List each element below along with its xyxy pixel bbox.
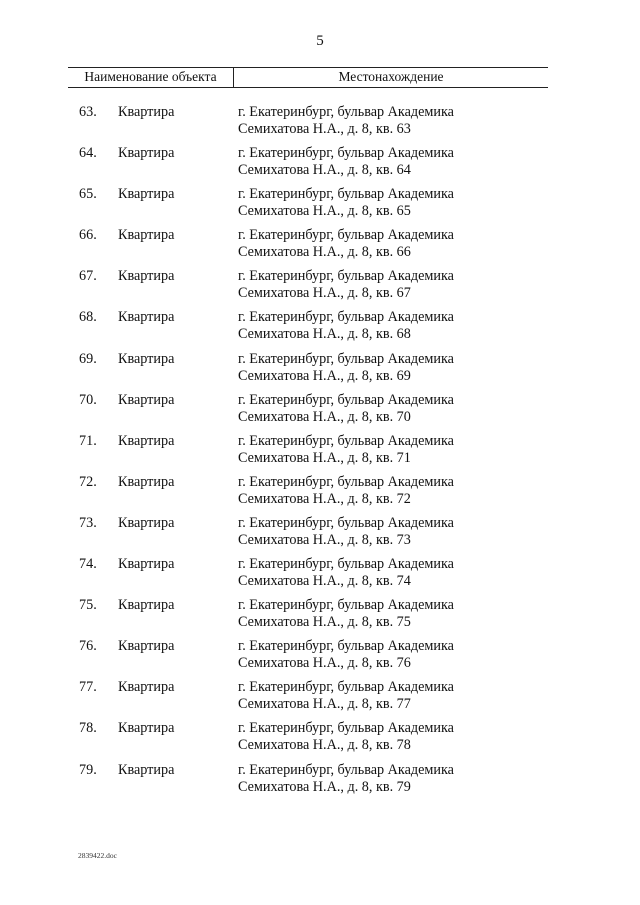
address-line-2: Семихатова Н.А., д. 8, кв. 71 — [238, 449, 411, 466]
address-line-2: Семихатова Н.А., д. 8, кв. 79 — [238, 778, 411, 795]
header-location: Местонахождение — [338, 69, 444, 84]
address-line-1: г. Екатеринбург, бульвар Академика — [238, 268, 454, 285]
address-line-1: г. Екатеринбург, бульвар Академика — [238, 761, 454, 778]
address-line-2: Семихатова Н.А., д. 8, кв. 68 — [238, 326, 411, 343]
row-number: 73. — [79, 514, 97, 531]
table-row — [0, 186, 640, 227]
object-type: Квартира — [118, 227, 175, 244]
address-line-1: г. Екатеринбург, бульвар Академика — [238, 556, 454, 573]
row-number: 78. — [79, 720, 97, 737]
address-line-2: Семихатова Н.А., д. 8, кв. 65 — [238, 203, 411, 220]
row-number: 69. — [79, 350, 97, 367]
object-type: Квартира — [118, 391, 175, 408]
address-line-2: Семихатова Н.А., д. 8, кв. 69 — [238, 367, 411, 384]
object-type: Квартира — [118, 638, 175, 655]
object-address — [238, 392, 568, 426]
address-line-2: Семихатова Н.А., д. 8, кв. 73 — [238, 531, 411, 548]
object-type: Квартира — [118, 473, 175, 490]
row-number: 75. — [79, 597, 97, 614]
table-row — [0, 638, 640, 679]
table-row — [0, 392, 640, 433]
row-number: 76. — [79, 638, 97, 655]
row-number: 77. — [79, 679, 97, 696]
address-line-1: г. Екатеринбург, бульвар Академика — [238, 638, 454, 655]
address-line-1: г. Екатеринбург, бульвар Академика — [238, 350, 454, 367]
address-line-2: Семихатова Н.А., д. 8, кв. 78 — [238, 737, 411, 754]
table-row — [0, 268, 640, 309]
row-number: 64. — [79, 145, 97, 162]
row-number: 79. — [79, 761, 97, 778]
row-number: 67. — [79, 268, 97, 285]
page-number: 5 — [316, 33, 324, 49]
address-line-1: г. Екатеринбург, бульвар Академика — [238, 104, 454, 120]
address-line-2: Семихатова Н.А., д. 8, кв. 63 — [238, 121, 411, 137]
table-row — [0, 515, 640, 556]
object-type: Квартира — [118, 309, 175, 326]
row-number: 74. — [79, 556, 97, 573]
address-line-1: г. Екатеринбург, бульвар Академика — [238, 145, 454, 162]
row-number: 70. — [79, 391, 97, 408]
object-address — [238, 720, 568, 754]
address-line-2: Семихатова Н.А., д. 8, кв. 76 — [238, 655, 411, 672]
object-type: Квартира — [118, 432, 175, 449]
address-line-1: г. Екатеринбург, бульвар Академика — [238, 186, 454, 203]
table-row — [0, 145, 640, 186]
table-header — [68, 67, 548, 88]
address-line-2: Семихатова Н.А., д. 8, кв. 72 — [238, 490, 411, 507]
object-address — [238, 351, 568, 385]
address-line-1: г. Екатеринбург, бульвар Академика — [238, 391, 454, 408]
object-type: Квартира — [118, 514, 175, 531]
row-number: 66. — [79, 227, 97, 244]
object-address — [238, 515, 568, 549]
address-line-2: Семихатова Н.А., д. 8, кв. 67 — [238, 285, 411, 302]
address-line-2: Семихатова Н.А., д. 8, кв. 66 — [238, 244, 411, 261]
object-address — [238, 638, 568, 672]
table-row — [0, 227, 640, 268]
object-address — [238, 556, 568, 590]
table-row — [0, 679, 640, 720]
object-address — [238, 433, 568, 467]
object-address — [238, 679, 568, 713]
table-row — [0, 351, 640, 392]
object-type: Квартира — [118, 186, 175, 203]
object-address — [238, 268, 568, 302]
row-number: 63. — [79, 104, 97, 120]
table-row — [0, 762, 640, 803]
address-line-1: г. Екатеринбург, бульвар Академика — [238, 309, 454, 326]
address-line-1: г. Екатеринбург, бульвар Академика — [238, 227, 454, 244]
address-line-2: Семихатова Н.А., д. 8, кв. 77 — [238, 696, 411, 713]
table-row — [0, 556, 640, 597]
row-number: 71. — [79, 432, 97, 449]
object-type: Квартира — [118, 679, 175, 696]
header-object-name: Наименование объекта — [84, 69, 217, 84]
address-line-2: Семихатова Н.А., д. 8, кв. 64 — [238, 162, 411, 179]
table-row — [0, 720, 640, 761]
address-line-1: г. Екатеринбург, бульвар Академика — [238, 679, 454, 696]
address-line-2: Семихатова Н.А., д. 8, кв. 75 — [238, 614, 411, 631]
object-address — [238, 104, 568, 138]
table-row — [0, 597, 640, 638]
address-line-2: Семихатова Н.А., д. 8, кв. 70 — [238, 408, 411, 425]
object-address — [238, 145, 568, 179]
address-line-2: Семихатова Н.А., д. 8, кв. 74 — [238, 573, 411, 590]
object-type: Квартира — [118, 104, 175, 120]
table-row — [0, 474, 640, 515]
row-number: 68. — [79, 309, 97, 326]
object-address — [238, 474, 568, 508]
table-row — [0, 104, 640, 145]
object-type: Квартира — [118, 556, 175, 573]
footer-filename: 2839422.doc — [78, 851, 117, 860]
object-type: Квартира — [118, 720, 175, 737]
table-row — [0, 309, 640, 350]
object-address — [238, 309, 568, 343]
object-address — [238, 762, 568, 796]
address-line-1: г. Екатеринбург, бульвар Академика — [238, 432, 454, 449]
object-type: Квартира — [118, 145, 175, 162]
address-line-1: г. Екатеринбург, бульвар Академика — [238, 473, 454, 490]
object-type: Квартира — [118, 761, 175, 778]
address-line-1: г. Екатеринбург, бульвар Академика — [238, 720, 454, 737]
object-address — [238, 186, 568, 220]
address-line-1: г. Екатеринбург, бульвар Академика — [238, 514, 454, 531]
row-number: 65. — [79, 186, 97, 203]
table-body — [0, 104, 640, 803]
object-type: Квартира — [118, 350, 175, 367]
address-line-1: г. Екатеринбург, бульвар Академика — [238, 597, 454, 614]
object-address — [238, 597, 568, 631]
table-row — [0, 433, 640, 474]
row-number: 72. — [79, 473, 97, 490]
object-address — [238, 227, 568, 261]
object-type: Квартира — [118, 597, 175, 614]
object-type: Квартира — [118, 268, 175, 285]
